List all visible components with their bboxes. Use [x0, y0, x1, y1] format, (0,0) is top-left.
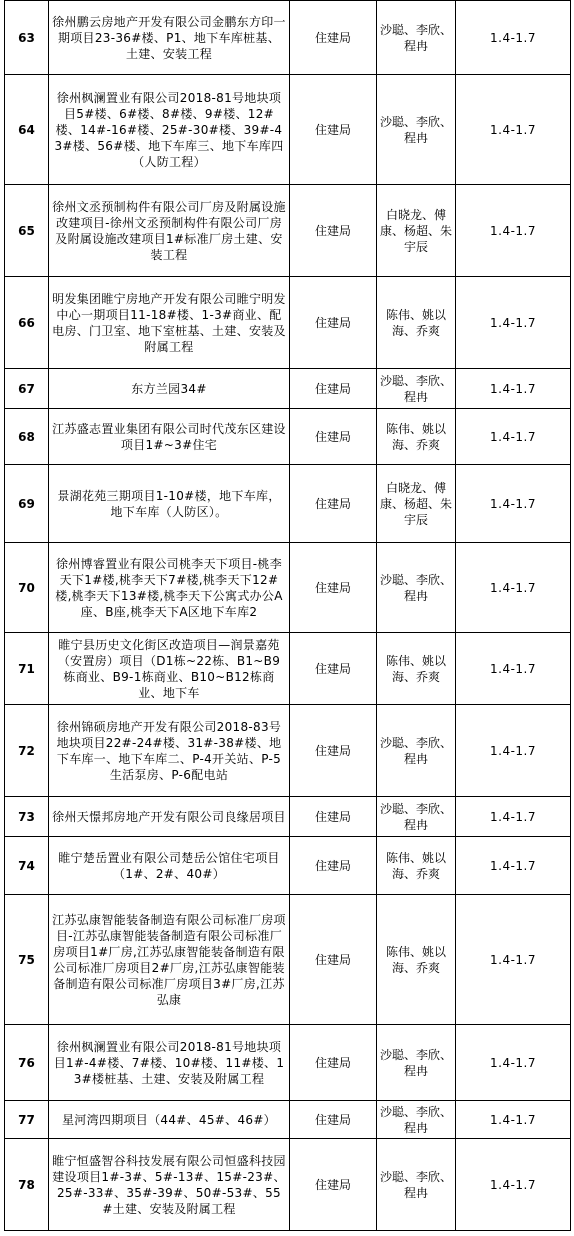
project-name-cell: 徐州锦硕房地产开发有限公司2018-83号地块项目22#-24#楼、31#-38#楼、地下车库一、地下车库二、P-4开关站、P-5生活泵房、P-6配电站 — [49, 705, 290, 797]
row-number: 76 — [5, 1025, 49, 1101]
department-cell: 住建局 — [290, 797, 377, 837]
table-row — [5, 1025, 571, 1101]
project-name-cell: 徐州枫澜置业有限公司2018-81号地块项目5#楼、6#楼、8#楼、9#楼、12#楼、14#-16#楼、25#-30#楼、39#-43#楼、56#楼、地下车库三、地下车库四（人防工程） — [49, 75, 290, 185]
inspectors-cell: 白晓龙、傅康、杨超、朱宇辰 — [377, 185, 456, 277]
table-row — [5, 1, 571, 75]
department-cell: 住建局 — [290, 895, 377, 1025]
inspectors-cell: 沙聪、李欣、程冉 — [377, 1101, 456, 1139]
row-number: 70 — [5, 543, 49, 633]
table-row — [5, 1101, 571, 1139]
table-row — [5, 837, 571, 895]
inspectors-cell: 陈伟、姚以海、乔爽 — [377, 409, 456, 465]
date-range-cell: 1.4-1.7 — [456, 895, 571, 1025]
table-row — [5, 633, 571, 705]
date-range-cell: 1.4-1.7 — [456, 837, 571, 895]
inspection-schedule-table — [4, 0, 571, 1231]
project-name-cell: 景湖花苑三期项目1-10#楼，地下车库，地下车库（人防区）。 — [49, 465, 290, 543]
inspectors-cell: 陈伟、姚以海、乔爽 — [377, 895, 456, 1025]
date-range-cell: 1.4-1.7 — [456, 409, 571, 465]
department-cell: 住建局 — [290, 1101, 377, 1139]
date-range-cell: 1.4-1.7 — [456, 465, 571, 543]
project-name-cell: 星河湾四期项目（44#、45#、46#） — [49, 1101, 290, 1139]
project-name-cell: 江苏弘康智能装备制造有限公司标准厂房项目-江苏弘康智能装备制造有限公司标准厂房项目1#厂房,江苏弘康智能装备制造有限公司标准厂房项目2#厂房,江苏弘康智能装备制造有限公司标准厂房项目3#厂房,江苏弘康 — [49, 895, 290, 1025]
inspectors-cell: 沙聪、李欣、程冉 — [377, 797, 456, 837]
date-range-cell: 1.4-1.7 — [456, 543, 571, 633]
row-number: 71 — [5, 633, 49, 705]
table-row — [5, 409, 571, 465]
department-cell: 住建局 — [290, 837, 377, 895]
row-number: 64 — [5, 75, 49, 185]
table-row — [5, 465, 571, 543]
row-number: 74 — [5, 837, 49, 895]
department-cell: 住建局 — [290, 465, 377, 543]
date-range-cell: 1.4-1.7 — [456, 185, 571, 277]
inspectors-cell: 陈伟、姚以海、乔爽 — [377, 277, 456, 369]
department-cell: 住建局 — [290, 543, 377, 633]
row-number: 63 — [5, 1, 49, 75]
row-number: 72 — [5, 705, 49, 797]
inspectors-cell: 沙聪、李欣、程冉 — [377, 369, 456, 409]
department-cell: 住建局 — [290, 1, 377, 75]
inspectors-cell: 沙聪、李欣、程冉 — [377, 543, 456, 633]
department-cell: 住建局 — [290, 705, 377, 797]
project-name-cell: 江苏盛志置业集团有限公司时代茂东区建设项目1#~3#住宅 — [49, 409, 290, 465]
date-range-cell: 1.4-1.7 — [456, 633, 571, 705]
table-row — [5, 75, 571, 185]
date-range-cell: 1.4-1.7 — [456, 75, 571, 185]
inspectors-cell: 陈伟、姚以海、乔爽 — [377, 633, 456, 705]
project-name-cell: 徐州天憬邦房地产开发有限公司良缘居项目 — [49, 797, 290, 837]
row-number: 68 — [5, 409, 49, 465]
date-range-cell: 1.4-1.7 — [456, 1025, 571, 1101]
project-name-cell: 徐州文丞预制构件有限公司厂房及附属设施改建项目-徐州文丞预制构件有限公司厂房及附属设施改建项目1#标准厂房土建、安装工程 — [49, 185, 290, 277]
project-name-cell: 睢宁恒盛智谷科技发展有限公司恒盛科技园建设项目1#-3#、5#-13#、15#-23#、25#-33#、35#-39#、50#-53#、55#土建、安装及附属工程 — [49, 1139, 290, 1231]
department-cell: 住建局 — [290, 1025, 377, 1101]
inspectors-cell: 沙聪、李欣、程冉 — [377, 1139, 456, 1231]
department-cell: 住建局 — [290, 409, 377, 465]
date-range-cell: 1.4-1.7 — [456, 797, 571, 837]
date-range-cell: 1.4-1.7 — [456, 369, 571, 409]
table-row — [5, 185, 571, 277]
department-cell: 住建局 — [290, 75, 377, 185]
row-number: 73 — [5, 797, 49, 837]
project-name-cell: 睢宁县历史文化街区改造项目—润景嘉苑（安置房）项目（D1栋~22栋、B1~B9栋商业、B9-1栋商业、B10~B12栋商业、地下车 — [49, 633, 290, 705]
department-cell: 住建局 — [290, 369, 377, 409]
table-row — [5, 369, 571, 409]
inspectors-cell: 陈伟、姚以海、乔爽 — [377, 837, 456, 895]
row-number: 67 — [5, 369, 49, 409]
inspectors-cell: 白晓龙、傅康、杨超、朱宇辰 — [377, 465, 456, 543]
row-number: 65 — [5, 185, 49, 277]
department-cell: 住建局 — [290, 633, 377, 705]
date-range-cell: 1.4-1.7 — [456, 1139, 571, 1231]
department-cell: 住建局 — [290, 277, 377, 369]
date-range-cell: 1.4-1.7 — [456, 277, 571, 369]
project-name-cell: 东方兰园34# — [49, 369, 290, 409]
inspectors-cell: 沙聪、李欣、程冉 — [377, 1025, 456, 1101]
table-row — [5, 797, 571, 837]
date-range-cell: 1.4-1.7 — [456, 1101, 571, 1139]
date-range-cell: 1.4-1.7 — [456, 705, 571, 797]
table-row — [5, 895, 571, 1025]
inspectors-cell: 沙聪、李欣、程冉 — [377, 1, 456, 75]
inspectors-cell: 沙聪、李欣、程冉 — [377, 705, 456, 797]
table-row — [5, 277, 571, 369]
project-name-cell: 徐州鹏云房地产开发有限公司金鹏东方印一期项目23-36#楼、P1、地下车库桩基、土建、安装工程 — [49, 1, 290, 75]
department-cell: 住建局 — [290, 1139, 377, 1231]
project-name-cell: 徐州博睿置业有限公司桃李天下项目-桃李天下1#楼,桃李天下7#楼,桃李天下12#楼,桃李天下13#楼,桃李天下公寓式办公A座、B座,桃李天下A区地下车库2 — [49, 543, 290, 633]
table-row — [5, 1139, 571, 1231]
table-row — [5, 543, 571, 633]
row-number: 66 — [5, 277, 49, 369]
project-name-cell: 徐州枫澜置业有限公司2018-81号地块项目1#-4#楼、7#楼、10#楼、11#楼、13#楼桩基、土建、安装及附属工程 — [49, 1025, 290, 1101]
date-range-cell: 1.4-1.7 — [456, 1, 571, 75]
inspectors-cell: 沙聪、李欣、程冉 — [377, 75, 456, 185]
row-number: 78 — [5, 1139, 49, 1231]
department-cell: 住建局 — [290, 185, 377, 277]
row-number: 77 — [5, 1101, 49, 1139]
row-number: 69 — [5, 465, 49, 543]
project-name-cell: 明发集团睢宁房地产开发有限公司睢宁明发中心一期项目11-18#楼、1-3#商业、配电房、门卫室、地下室桩基、土建、安装及附属工程 — [49, 277, 290, 369]
table-row — [5, 705, 571, 797]
row-number: 75 — [5, 895, 49, 1025]
project-name-cell: 睢宁楚岳置业有限公司楚岳公馆住宅项目（1#、2#、40#） — [49, 837, 290, 895]
